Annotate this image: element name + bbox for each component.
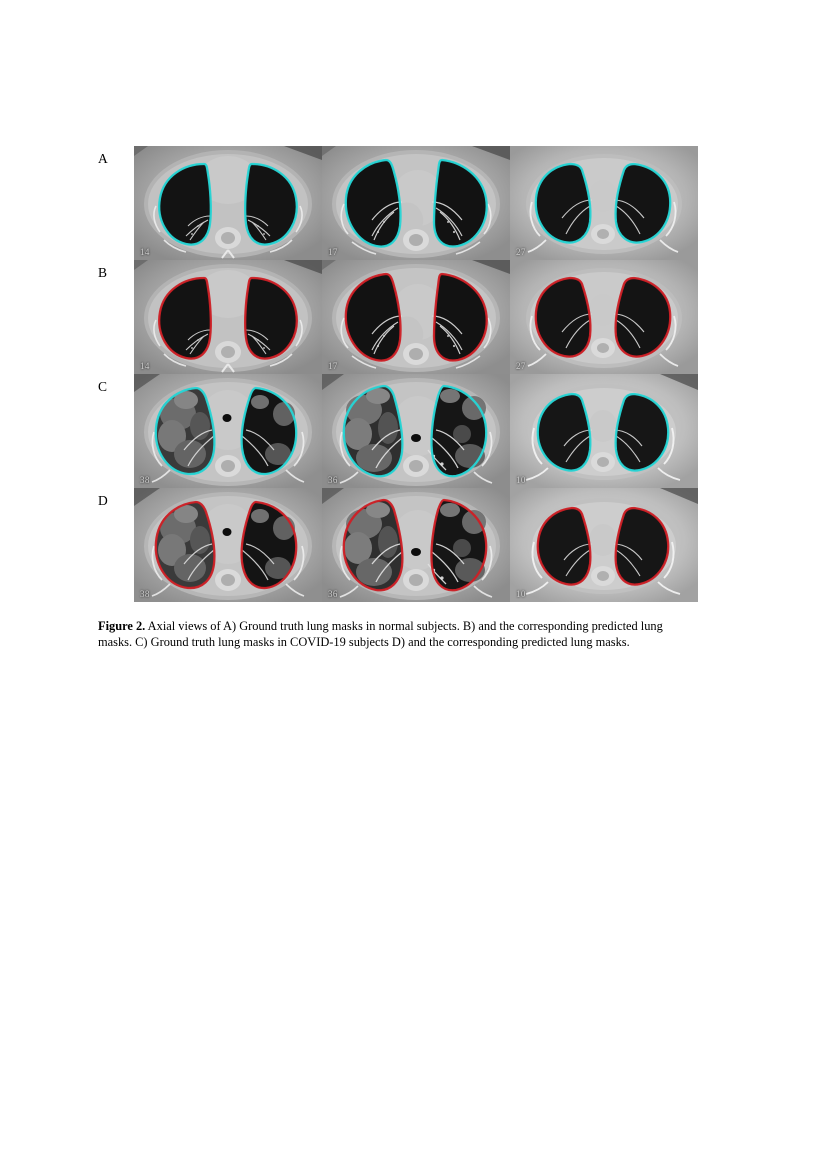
ct-panel xyxy=(510,488,698,602)
ct-image-c3 xyxy=(510,374,698,488)
slice-number: 14 xyxy=(140,361,150,371)
figure-row-c xyxy=(98,374,698,488)
ct-image-a2 xyxy=(322,146,510,260)
row-b-panels xyxy=(134,260,698,374)
figure-caption xyxy=(98,618,698,651)
ct-panel xyxy=(134,146,322,260)
row-c-panels xyxy=(134,374,698,488)
figure-caption-label: Figure 2. xyxy=(98,619,146,633)
row-label-c: C xyxy=(98,379,108,394)
ct-image-a3 xyxy=(510,146,698,260)
slice-number: 27 xyxy=(516,247,526,257)
slice-number: 27 xyxy=(516,361,526,371)
ct-image-b1 xyxy=(134,260,322,374)
figure-2 xyxy=(98,146,698,602)
slice-number: 14 xyxy=(140,247,150,257)
ct-panel xyxy=(134,488,322,602)
ct-panel xyxy=(134,260,322,374)
slice-number: 10 xyxy=(516,475,526,485)
slice-number: 36 xyxy=(328,589,338,599)
slice-number: 17 xyxy=(328,247,338,257)
ct-image-c2 xyxy=(322,374,510,488)
slice-number: 17 xyxy=(328,361,338,371)
ct-panel xyxy=(510,260,698,374)
row-d-panels xyxy=(134,488,698,602)
figure-row-a xyxy=(98,146,698,260)
figure-row-d xyxy=(98,488,698,602)
ct-panel xyxy=(322,374,510,488)
ct-image-d2 xyxy=(322,488,510,602)
row-label-b: B xyxy=(98,265,108,280)
slice-number: 38 xyxy=(140,475,150,485)
ct-panel xyxy=(322,146,510,260)
ct-image-a1 xyxy=(134,146,322,260)
ct-image-d3 xyxy=(510,488,698,602)
row-label-a: A xyxy=(98,151,108,166)
ct-image-b3 xyxy=(510,260,698,374)
slice-number: 38 xyxy=(140,589,150,599)
ct-panel xyxy=(134,374,322,488)
ct-panel xyxy=(322,260,510,374)
ct-image-d1 xyxy=(134,488,322,602)
row-a-panels xyxy=(134,146,698,260)
slice-number: 10 xyxy=(516,589,526,599)
ct-panel xyxy=(322,488,510,602)
ct-panel xyxy=(510,374,698,488)
slice-number: 36 xyxy=(328,475,338,485)
row-label-d: D xyxy=(98,493,108,508)
figure-caption-text: Axial views of A) Ground truth lung masks in normal subjects. B) and the corresponding predicted lung masks. C) Ground truth lung masks in COVID-19 subjects D) and the corresponding predicted lung masks. xyxy=(98,619,663,650)
figure-row-b xyxy=(98,260,698,374)
ct-panel xyxy=(510,146,698,260)
ct-image-b2 xyxy=(322,260,510,374)
figure-grid xyxy=(98,146,698,602)
ct-image-c1 xyxy=(134,374,322,488)
